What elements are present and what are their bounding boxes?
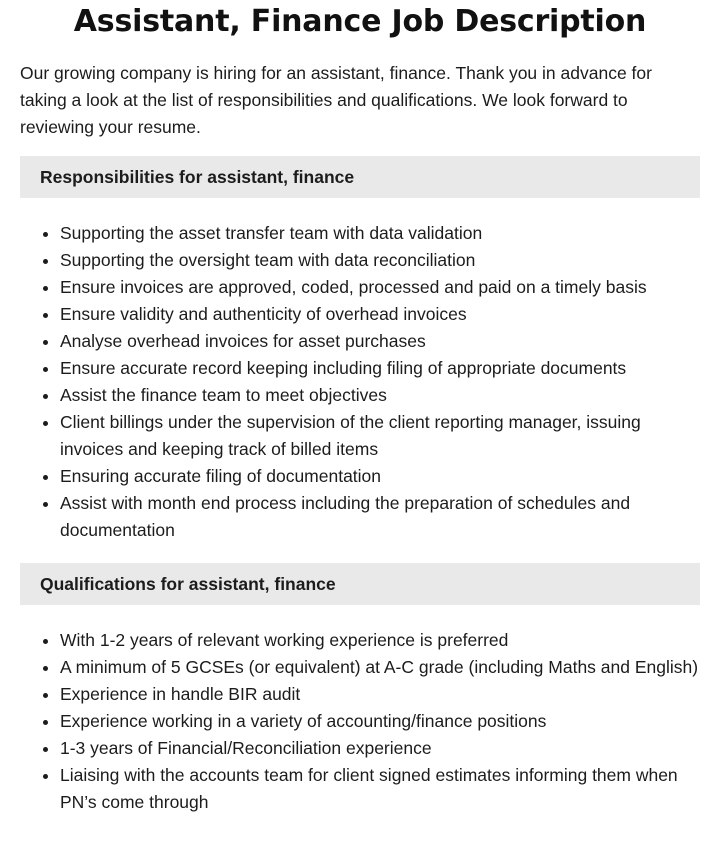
list-item: • Client billings under the supervision of the client reporting manager, issuing invoices and keeping track of billed items: [60, 409, 700, 463]
list-item: • A minimum of 5 GCSEs (or equivalent) at A-C grade (including Maths and English): [60, 654, 700, 681]
qualifications-heading: Qualifications for assistant, finance: [20, 563, 700, 605]
list-item: • Ensuring accurate filing of documentation: [60, 463, 700, 490]
list-item: • 1-3 years of Financial/Reconciliation experience: [60, 735, 700, 762]
list-item: • Supporting the asset transfer team with data validation: [60, 220, 700, 247]
list-item: • Experience working in a variety of accounting/finance positions: [60, 708, 700, 735]
list-item: • Ensure accurate record keeping including filing of appropriate documents: [60, 355, 700, 382]
list-item: • With 1-2 years of relevant working experience is preferred: [60, 627, 700, 654]
list-item: • Liaising with the accounts team for client signed estimates informing them when PN’s come through: [60, 762, 700, 816]
qualifications-list: [20, 627, 700, 816]
list-item: • Assist with month end process including the preparation of schedules and documentation: [60, 490, 700, 544]
list-item: • Experience in handle BIR audit: [60, 681, 700, 708]
list-item: • Analyse overhead invoices for asset purchases: [60, 328, 700, 355]
responsibilities-list: [20, 220, 700, 544]
page-title: Assistant, Finance Job Description: [73, 4, 647, 39]
responsibilities-heading: Responsibilities for assistant, finance: [20, 156, 700, 198]
intro-paragraph: Our growing company is hiring for an assistant, finance. Thank you in advance for taking a look at the list of responsibilities and qualifications. We look forward to reviewing your resume.: [20, 63, 652, 137]
list-item: • Ensure validity and authenticity of overhead invoices: [60, 301, 700, 328]
list-item: • Ensure invoices are approved, coded, processed and paid on a timely basis: [60, 274, 700, 301]
list-item: • Assist the finance team to meet objectives: [60, 382, 700, 409]
list-item: • Supporting the oversight team with data reconciliation: [60, 247, 700, 274]
